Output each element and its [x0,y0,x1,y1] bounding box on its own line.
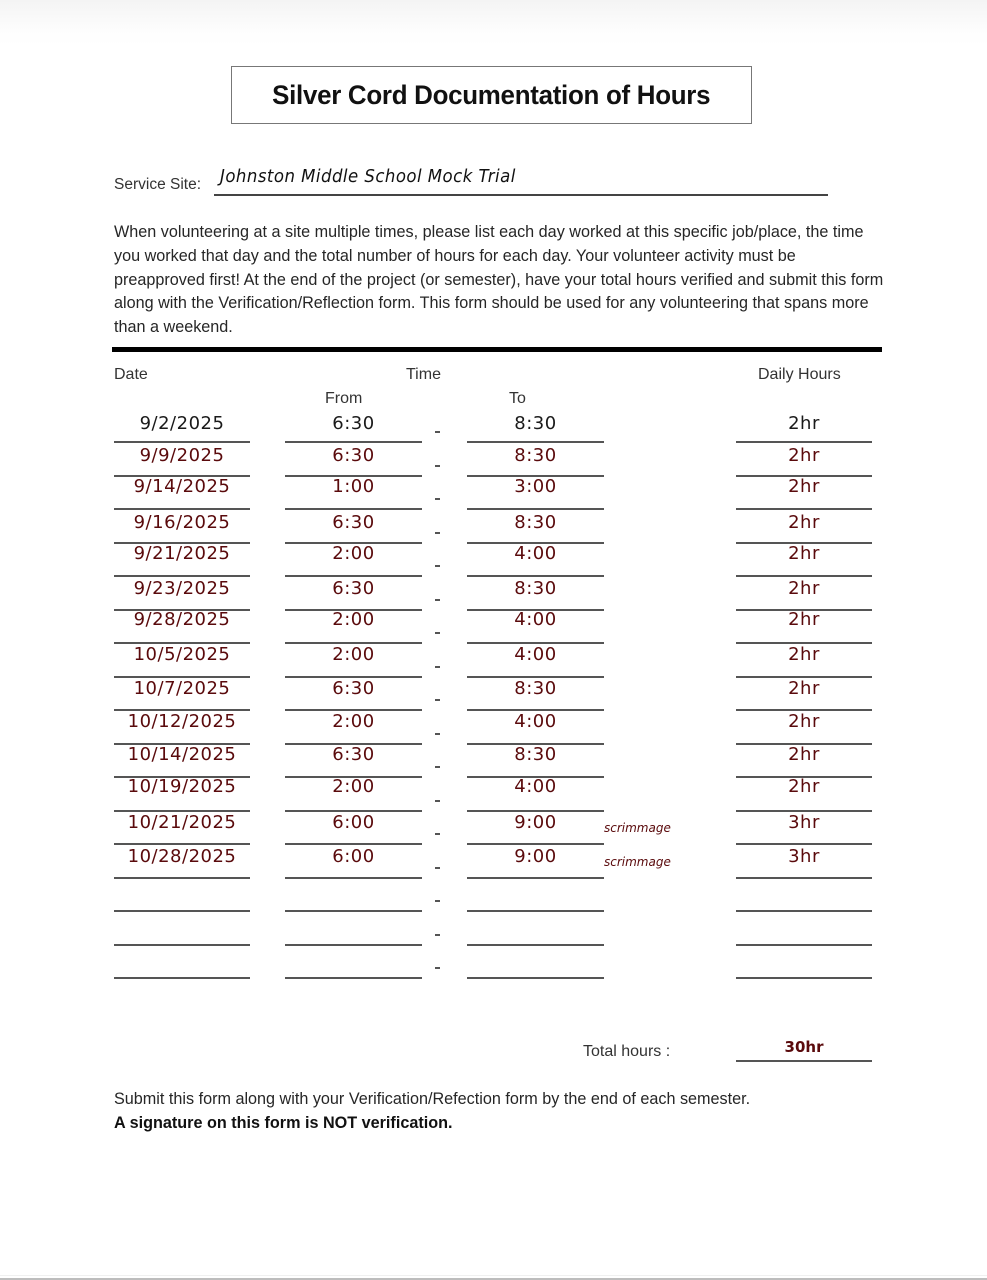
time-from-field-value: 6:30 [332,413,375,434]
time-separator-dash [435,431,440,433]
daily-hours-field[interactable] [736,811,872,845]
daily-hours-field-value: 2hr [788,543,820,564]
table-row [0,845,987,879]
time-separator-dash [435,733,440,735]
daily-hours-field-value: 2hr [788,711,820,732]
time-to-field[interactable] [467,912,604,946]
daily-hours-field-value: 2hr [788,776,820,797]
time-from-field-value: 6:30 [332,445,375,466]
table-row [0,476,987,510]
date-field[interactable] [114,644,250,678]
daily-hours-field-value: 3hr [788,812,820,833]
table-row [0,878,987,912]
daily-hours-field-value: 2hr [788,609,820,630]
time-from-field[interactable] [285,878,422,912]
row-note: scrimmage [604,855,671,869]
time-separator-dash [435,565,440,567]
date-field-value: 10/14/2025 [127,744,237,765]
date-field[interactable] [114,811,250,845]
date-field-value: 9/28/2025 [133,609,231,630]
table-row [0,644,987,678]
date-field-value: 9/16/2025 [133,512,231,533]
time-from-field-value: 6:00 [332,846,375,867]
time-to-field-value: 4:00 [514,776,557,797]
time-to-field-value: 9:00 [514,846,557,867]
time-from-field-value: 6:30 [332,744,375,765]
daily-hours-field[interactable] [736,778,872,812]
date-field-value: 9/21/2025 [133,543,231,564]
table-row [0,677,987,711]
time-separator-dash [435,666,440,668]
column-header-date: Date [114,366,148,383]
table-row [0,811,987,845]
time-from-field[interactable] [285,811,422,845]
time-from-field[interactable] [285,677,422,711]
daily-hours-field-value: 2hr [788,445,820,466]
daily-hours-field-value: 2hr [788,678,820,699]
table-row [0,778,987,812]
daily-hours-field[interactable] [736,476,872,510]
time-from-field-value: 6:30 [332,512,375,533]
footer-warning: A signature on this form is NOT verification. [114,1114,453,1132]
time-to-field[interactable] [467,811,604,845]
table-row [0,945,987,979]
time-from-field-value: 6:30 [332,578,375,599]
time-to-field-value: 4:00 [514,644,557,665]
daily-hours-field-value: 2hr [788,644,820,665]
daily-hours-field[interactable] [736,409,872,443]
daily-hours-field[interactable] [736,610,872,644]
time-from-field[interactable] [285,845,422,879]
time-from-field[interactable] [285,945,422,979]
time-to-field-value: 8:30 [514,413,557,434]
instructions-paragraph: When volunteering at a site multiple times, please list each day worked at this specific job/place, the time you worked that day and the total number of hours for each day. Your volunteer activity must be preapproved first! At the end of the project (or semester), have your total hours verified and submit this form along with the Verification/Reflection form. This form should be used for any volunteering that spans more than a weekend. [114,223,884,337]
date-field-value: 9/2/2025 [139,413,225,434]
time-to-field-value: 8:30 [514,512,557,533]
time-separator-dash [435,833,440,835]
time-to-field[interactable] [467,543,604,577]
time-from-field-value: 1:00 [332,476,375,497]
time-to-field[interactable] [467,945,604,979]
time-to-field[interactable] [467,677,604,711]
date-field-value: 10/21/2025 [127,812,237,833]
time-from-field[interactable] [285,409,422,443]
date-field[interactable] [114,543,250,577]
time-separator-dash [435,967,440,969]
total-hours-field[interactable] [736,1030,872,1062]
time-to-field[interactable] [467,476,604,510]
time-to-field-value: 4:00 [514,543,557,564]
table-row [0,543,987,577]
time-from-field-value: 2:00 [332,644,375,665]
time-to-field-value: 8:30 [514,744,557,765]
time-to-field[interactable] [467,644,604,678]
time-separator-dash [435,900,440,902]
daily-hours-field[interactable] [736,543,872,577]
date-field[interactable] [114,409,250,443]
date-field-value: 10/5/2025 [133,644,231,665]
page-title: Silver Cord Documentation of Hours [272,79,711,110]
time-separator-dash [435,632,440,634]
table-row [0,912,987,946]
column-header-daily-hours: Daily Hours [758,366,841,383]
title-box [231,66,752,124]
daily-hours-field[interactable] [736,644,872,678]
time-from-field[interactable] [285,912,422,946]
time-from-field-value: 6:30 [332,678,375,699]
table-row [0,409,987,443]
date-field[interactable] [114,878,250,912]
date-field-value: 10/28/2025 [127,846,237,867]
time-to-field[interactable] [467,878,604,912]
time-separator-dash [435,867,440,869]
time-to-field-value: 8:30 [514,678,557,699]
time-to-field-value: 8:30 [514,578,557,599]
time-to-field-value: 4:00 [514,711,557,732]
time-from-field-value: 2:00 [332,711,375,732]
time-from-field-value: 2:00 [332,776,375,797]
daily-hours-field[interactable] [736,845,872,879]
time-separator-dash [435,934,440,936]
date-field-value: 9/9/2025 [139,445,225,466]
service-site-value[interactable]: Johnston Middle School Mock Trial [220,166,516,187]
time-to-field-value: 9:00 [514,812,557,833]
time-separator-dash [435,532,440,534]
service-site-label: Service Site: [114,176,202,193]
time-separator-dash [435,498,440,500]
daily-hours-field-value: 2hr [788,476,820,497]
time-from-field[interactable] [285,778,422,812]
daily-hours-field-value: 2hr [788,413,820,434]
time-to-field[interactable] [467,845,604,879]
time-to-field[interactable] [467,409,604,443]
date-field-value: 9/23/2025 [133,578,231,599]
daily-hours-field-value: 2hr [788,512,820,533]
daily-hours-field-value: 3hr [788,846,820,867]
daily-hours-field[interactable] [736,912,872,946]
time-to-field[interactable] [467,610,604,644]
date-field-value: 9/14/2025 [133,476,231,497]
row-note: scrimmage [604,821,671,835]
time-from-field-value: 2:00 [332,543,375,564]
time-separator-dash [435,465,440,467]
time-from-field[interactable] [285,476,422,510]
time-separator-dash [435,800,440,802]
section-divider [112,347,882,352]
date-field-value: 10/19/2025 [127,776,237,797]
time-separator-dash [435,599,440,601]
page-edge-shadow [0,1275,987,1276]
time-to-field-value: 8:30 [514,445,557,466]
column-header-time: Time [406,366,441,383]
time-from-field[interactable] [285,543,422,577]
time-from-field[interactable] [285,644,422,678]
time-to-field-value: 3:00 [514,476,557,497]
time-from-field-value: 6:00 [332,812,375,833]
time-from-field-value: 2:00 [332,609,375,630]
footer-instruction: Submit this form along with your Verification/Refection form by the end of each semester. [114,1090,751,1108]
date-field[interactable] [114,778,250,812]
date-field[interactable] [114,845,250,879]
total-hours-label: Total hours : [583,1043,671,1060]
time-to-field-value: 4:00 [514,609,557,630]
date-field[interactable] [114,677,250,711]
daily-hours-field-value: 2hr [788,578,820,599]
daily-hours-field[interactable] [736,878,872,912]
date-field[interactable] [114,912,250,946]
time-separator-dash [435,766,440,768]
date-field-value: 10/12/2025 [127,711,237,732]
date-field[interactable] [114,476,250,510]
time-to-field[interactable] [467,778,604,812]
total-hours-value: 30hr [784,1038,824,1056]
service-site-underline [214,194,828,196]
time-separator-dash [435,699,440,701]
time-from-field[interactable] [285,610,422,644]
table-row [0,610,987,644]
service-site-field[interactable] [114,164,828,196]
date-field[interactable] [114,945,250,979]
daily-hours-field-value: 2hr [788,744,820,765]
daily-hours-field[interactable] [736,677,872,711]
column-header-to: To [509,390,526,407]
column-header-from: From [325,390,363,407]
date-field-value: 10/7/2025 [133,678,231,699]
daily-hours-field[interactable] [736,945,872,979]
date-field[interactable] [114,610,250,644]
